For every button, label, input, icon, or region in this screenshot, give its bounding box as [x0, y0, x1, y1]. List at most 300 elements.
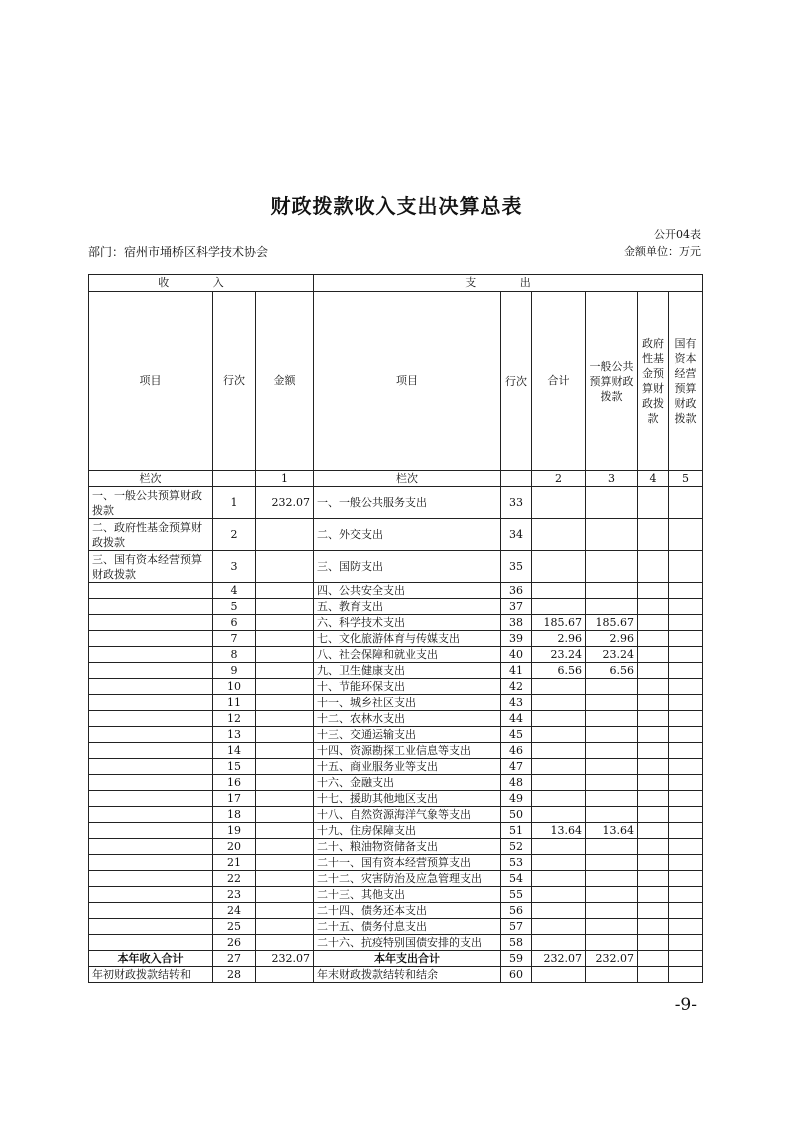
expense-item: 八、社会保障和就业支出 — [314, 647, 501, 663]
total-amount — [532, 935, 586, 951]
state-amount — [669, 519, 703, 551]
expense-row: 38 — [501, 615, 532, 631]
income-item — [89, 599, 213, 615]
table-row — [89, 743, 703, 759]
income-amount — [256, 855, 314, 871]
table-row — [89, 759, 703, 775]
expense-row: 60 — [501, 967, 532, 983]
income-row: 15 — [213, 759, 256, 775]
income-item — [89, 903, 213, 919]
state-amount — [669, 839, 703, 855]
expense-row: 45 — [501, 727, 532, 743]
income-row: 5 — [213, 599, 256, 615]
state-amount — [669, 663, 703, 679]
general-amount — [586, 743, 638, 759]
expense-row: 44 — [501, 711, 532, 727]
income-amount — [256, 727, 314, 743]
income-item: 本年收入合计 — [89, 951, 213, 967]
header-income-item: 项目 — [89, 292, 213, 471]
expense-item: 二十五、债务付息支出 — [314, 919, 501, 935]
state-amount — [669, 951, 703, 967]
expense-row: 49 — [501, 791, 532, 807]
income-amount — [256, 919, 314, 935]
state-amount — [669, 727, 703, 743]
income-amount — [256, 759, 314, 775]
income-item — [89, 695, 213, 711]
total-amount — [532, 839, 586, 855]
income-row: 16 — [213, 775, 256, 791]
fund-amount — [638, 551, 669, 583]
expense-row: 40 — [501, 647, 532, 663]
general-amount: 23.24 — [586, 647, 638, 663]
state-amount — [669, 823, 703, 839]
income-item: 一、一般公共预算财政拨款 — [89, 487, 213, 519]
expense-row: 36 — [501, 583, 532, 599]
expense-item: 十九、住房保障支出 — [314, 823, 501, 839]
header-income-row: 行次 — [213, 292, 256, 471]
total-amount: 13.64 — [532, 823, 586, 839]
general-amount — [586, 487, 638, 519]
table-row — [89, 711, 703, 727]
income-item — [89, 887, 213, 903]
department-label: 部门：宿州市埇桥区科学技术协会 — [88, 245, 269, 259]
fund-amount — [638, 711, 669, 727]
table-row — [89, 839, 703, 855]
table-row — [89, 551, 703, 583]
state-amount — [669, 919, 703, 935]
expense-item: 年末财政拨款结转和结余 — [314, 967, 501, 983]
fund-amount — [638, 583, 669, 599]
expense-item: 十五、商业服务业等支出 — [314, 759, 501, 775]
state-amount — [669, 775, 703, 791]
total-amount: 6.56 — [532, 663, 586, 679]
header-total: 合计 — [532, 292, 586, 471]
total-amount — [532, 551, 586, 583]
total-amount — [532, 727, 586, 743]
general-amount — [586, 695, 638, 711]
table-row — [89, 487, 703, 519]
income-row: 13 — [213, 727, 256, 743]
expense-item: 本年支出合计 — [314, 951, 501, 967]
income-row: 18 — [213, 807, 256, 823]
expense-row: 50 — [501, 807, 532, 823]
header-general-budget: 一般公共预算财政拨款 — [586, 292, 638, 471]
expense-item: 十三、交通运输支出 — [314, 727, 501, 743]
total-amount — [532, 855, 586, 871]
income-item: 年初财政拨款结转和 — [89, 967, 213, 983]
total-amount — [532, 519, 586, 551]
income-item — [89, 855, 213, 871]
table-row — [89, 647, 703, 663]
general-amount — [586, 935, 638, 951]
fund-amount — [638, 967, 669, 983]
expense-item: 十四、资源勘探工业信息等支出 — [314, 743, 501, 759]
income-row: 25 — [213, 919, 256, 935]
expense-item: 一、一般公共服务支出 — [314, 487, 501, 519]
income-amount — [256, 775, 314, 791]
expense-row: 43 — [501, 695, 532, 711]
expense-row: 52 — [501, 839, 532, 855]
fund-amount — [638, 871, 669, 887]
income-row: 8 — [213, 647, 256, 663]
expense-section-header: 支 出 — [314, 275, 703, 292]
expense-item: 六、科学技术支出 — [314, 615, 501, 631]
general-amount — [586, 759, 638, 775]
income-item — [89, 839, 213, 855]
state-amount — [669, 759, 703, 775]
income-row: 12 — [213, 711, 256, 727]
expense-row: 47 — [501, 759, 532, 775]
general-amount — [586, 599, 638, 615]
general-amount — [586, 855, 638, 871]
income-row: 26 — [213, 935, 256, 951]
expense-row: 37 — [501, 599, 532, 615]
total-amount: 232.07 — [532, 951, 586, 967]
table-row — [89, 903, 703, 919]
total-amount — [532, 871, 586, 887]
income-item — [89, 871, 213, 887]
income-row: 10 — [213, 679, 256, 695]
table-row — [89, 967, 703, 983]
income-item — [89, 647, 213, 663]
table-row — [89, 519, 703, 551]
expense-item: 二十三、其他支出 — [314, 887, 501, 903]
income-row: 27 — [213, 951, 256, 967]
table-row — [89, 663, 703, 679]
income-amount — [256, 743, 314, 759]
total-amount — [532, 903, 586, 919]
table-row — [89, 951, 703, 967]
income-amount — [256, 711, 314, 727]
table-row — [89, 775, 703, 791]
state-amount — [669, 631, 703, 647]
general-amount: 13.64 — [586, 823, 638, 839]
expense-item: 四、公共安全支出 — [314, 583, 501, 599]
fund-amount — [638, 615, 669, 631]
expense-row: 48 — [501, 775, 532, 791]
income-amount: 232.07 — [256, 951, 314, 967]
income-amount — [256, 663, 314, 679]
page-title: 财政拨款收入支出决算总表 — [270, 194, 523, 218]
expense-item: 五、教育支出 — [314, 599, 501, 615]
income-amount — [256, 967, 314, 983]
state-amount — [669, 903, 703, 919]
fund-amount — [638, 887, 669, 903]
expense-row: 58 — [501, 935, 532, 951]
fund-amount — [638, 839, 669, 855]
total-amount — [532, 807, 586, 823]
income-item — [89, 583, 213, 599]
general-amount — [586, 839, 638, 855]
state-amount — [669, 647, 703, 663]
total-amount: 23.24 — [532, 647, 586, 663]
total-amount — [532, 487, 586, 519]
table-row — [89, 615, 703, 631]
income-row: 1 — [213, 487, 256, 519]
expense-item: 二十四、债务还本支出 — [314, 903, 501, 919]
table-row — [89, 599, 703, 615]
page-number: -9- — [674, 995, 697, 1015]
fund-amount — [638, 807, 669, 823]
income-amount — [256, 679, 314, 695]
total-amount — [532, 711, 586, 727]
header-expense-row: 行次 — [501, 292, 532, 471]
state-amount — [669, 695, 703, 711]
expense-row: 55 — [501, 887, 532, 903]
expense-row: 59 — [501, 951, 532, 967]
state-amount — [669, 551, 703, 583]
expense-row: 34 — [501, 519, 532, 551]
col-number-state: 5 — [669, 471, 703, 487]
income-item — [89, 663, 213, 679]
expense-item: 九、卫生健康支出 — [314, 663, 501, 679]
total-amount: 2.96 — [532, 631, 586, 647]
col-number-fund: 4 — [638, 471, 669, 487]
income-row: 22 — [213, 871, 256, 887]
expense-row: 46 — [501, 743, 532, 759]
total-amount — [532, 967, 586, 983]
expense-item: 十一、城乡社区支出 — [314, 695, 501, 711]
income-row: 17 — [213, 791, 256, 807]
fund-amount — [638, 823, 669, 839]
total-amount — [532, 791, 586, 807]
income-amount — [256, 839, 314, 855]
income-item — [89, 823, 213, 839]
income-amount — [256, 807, 314, 823]
general-amount: 2.96 — [586, 631, 638, 647]
income-row: 21 — [213, 855, 256, 871]
income-amount — [256, 551, 314, 583]
expense-item: 二十、粮油物资储备支出 — [314, 839, 501, 855]
general-amount — [586, 679, 638, 695]
fund-amount — [638, 759, 669, 775]
col-number-label: 栏次 — [89, 471, 213, 487]
general-amount — [586, 711, 638, 727]
income-row: 24 — [213, 903, 256, 919]
state-amount — [669, 791, 703, 807]
table-row — [89, 631, 703, 647]
state-amount — [669, 855, 703, 871]
expense-item: 三、国防支出 — [314, 551, 501, 583]
income-amount — [256, 791, 314, 807]
income-item: 二、政府性基金预算财政拨款 — [89, 519, 213, 551]
general-amount — [586, 807, 638, 823]
fund-amount — [638, 487, 669, 519]
state-amount — [669, 679, 703, 695]
fund-amount — [638, 695, 669, 711]
table-row — [89, 919, 703, 935]
state-amount — [669, 871, 703, 887]
table-row — [89, 807, 703, 823]
header-fund-budget: 政府性基金预算财政拨款 — [638, 292, 669, 471]
fund-amount — [638, 743, 669, 759]
col-number-cell — [213, 471, 256, 487]
fund-amount — [638, 631, 669, 647]
table-row — [89, 727, 703, 743]
income-amount — [256, 935, 314, 951]
general-amount — [586, 871, 638, 887]
income-row: 23 — [213, 887, 256, 903]
table-row — [89, 823, 703, 839]
income-section-header: 收 入 — [89, 275, 314, 292]
total-amount — [532, 775, 586, 791]
fund-amount — [638, 935, 669, 951]
header-state-capital: 国有资本经营预算财政拨款 — [669, 292, 703, 471]
state-amount — [669, 487, 703, 519]
general-amount — [586, 519, 638, 551]
income-amount — [256, 519, 314, 551]
table-row — [89, 583, 703, 599]
income-item — [89, 775, 213, 791]
expense-row: 42 — [501, 679, 532, 695]
expense-item: 十二、农林水支出 — [314, 711, 501, 727]
state-amount — [669, 807, 703, 823]
income-row: 4 — [213, 583, 256, 599]
income-amount — [256, 871, 314, 887]
state-amount — [669, 615, 703, 631]
expense-item: 十、节能环保支出 — [314, 679, 501, 695]
table-row — [89, 871, 703, 887]
income-amount — [256, 615, 314, 631]
fund-amount — [638, 519, 669, 551]
table-row — [89, 887, 703, 903]
state-amount — [669, 967, 703, 983]
expense-item: 二十二、灾害防治及应急管理支出 — [314, 871, 501, 887]
fund-amount — [638, 727, 669, 743]
total-amount — [532, 599, 586, 615]
income-row: 3 — [213, 551, 256, 583]
general-amount — [586, 583, 638, 599]
income-row: 14 — [213, 743, 256, 759]
income-row: 7 — [213, 631, 256, 647]
table-row — [89, 791, 703, 807]
general-amount — [586, 727, 638, 743]
income-item: 三、国有资本经营预算财政拨款 — [89, 551, 213, 583]
fund-amount — [638, 679, 669, 695]
general-amount — [586, 967, 638, 983]
fund-amount — [638, 599, 669, 615]
income-row: 9 — [213, 663, 256, 679]
general-amount — [586, 791, 638, 807]
expense-item: 十八、自然资源海洋气象等支出 — [314, 807, 501, 823]
general-amount: 6.56 — [586, 663, 638, 679]
income-item — [89, 759, 213, 775]
state-amount — [669, 887, 703, 903]
total-amount — [532, 887, 586, 903]
budget-summary-table — [88, 274, 703, 983]
fund-amount — [638, 903, 669, 919]
fund-amount — [638, 647, 669, 663]
income-row: 28 — [213, 967, 256, 983]
expense-row: 53 — [501, 855, 532, 871]
income-item — [89, 631, 213, 647]
income-amount — [256, 695, 314, 711]
income-item — [89, 807, 213, 823]
total-amount: 185.67 — [532, 615, 586, 631]
income-amount: 232.07 — [256, 487, 314, 519]
expense-item: 十七、援助其他地区支出 — [314, 791, 501, 807]
state-amount — [669, 711, 703, 727]
table-row — [89, 679, 703, 695]
income-row: 19 — [213, 823, 256, 839]
income-amount — [256, 647, 314, 663]
fund-amount — [638, 791, 669, 807]
header-income-amount: 金额 — [256, 292, 314, 471]
col-number-general: 3 — [586, 471, 638, 487]
header-expense-item: 项目 — [314, 292, 501, 471]
total-amount — [532, 679, 586, 695]
expense-item: 二十六、抗疫特别国债安排的支出 — [314, 935, 501, 951]
general-amount — [586, 551, 638, 583]
income-item — [89, 679, 213, 695]
expense-row: 56 — [501, 903, 532, 919]
income-row: 20 — [213, 839, 256, 855]
income-item — [89, 743, 213, 759]
expense-row: 41 — [501, 663, 532, 679]
state-amount — [669, 583, 703, 599]
general-amount — [586, 919, 638, 935]
state-amount — [669, 743, 703, 759]
form-code: 公开04表 — [654, 228, 701, 241]
income-item — [89, 791, 213, 807]
col-number-exp-label: 栏次 — [314, 471, 501, 487]
expense-row: 39 — [501, 631, 532, 647]
income-amount — [256, 823, 314, 839]
expense-item: 十六、金融支出 — [314, 775, 501, 791]
general-amount — [586, 903, 638, 919]
income-item — [89, 727, 213, 743]
income-row: 11 — [213, 695, 256, 711]
income-row: 6 — [213, 615, 256, 631]
fund-amount — [638, 919, 669, 935]
income-amount — [256, 599, 314, 615]
total-amount — [532, 743, 586, 759]
expense-row: 33 — [501, 487, 532, 519]
general-amount: 232.07 — [586, 951, 638, 967]
col-number-cell — [501, 471, 532, 487]
general-amount: 185.67 — [586, 615, 638, 631]
fund-amount — [638, 663, 669, 679]
table-row — [89, 935, 703, 951]
income-amount — [256, 631, 314, 647]
expense-row: 35 — [501, 551, 532, 583]
total-amount — [532, 759, 586, 775]
expense-item: 二十一、国有资本经营预算支出 — [314, 855, 501, 871]
table-row — [89, 695, 703, 711]
fund-amount — [638, 855, 669, 871]
total-amount — [532, 695, 586, 711]
fund-amount — [638, 775, 669, 791]
state-amount — [669, 599, 703, 615]
expense-row: 54 — [501, 871, 532, 887]
general-amount — [586, 775, 638, 791]
income-item — [89, 935, 213, 951]
income-item — [89, 711, 213, 727]
expense-item: 七、文化旅游体育与传媒支出 — [314, 631, 501, 647]
col-number-total: 2 — [532, 471, 586, 487]
expense-item: 二、外交支出 — [314, 519, 501, 551]
fund-amount — [638, 951, 669, 967]
income-amount — [256, 887, 314, 903]
state-amount — [669, 935, 703, 951]
income-item — [89, 615, 213, 631]
income-row: 2 — [213, 519, 256, 551]
total-amount — [532, 583, 586, 599]
general-amount — [586, 887, 638, 903]
income-amount — [256, 583, 314, 599]
income-amount — [256, 903, 314, 919]
table-row — [89, 855, 703, 871]
